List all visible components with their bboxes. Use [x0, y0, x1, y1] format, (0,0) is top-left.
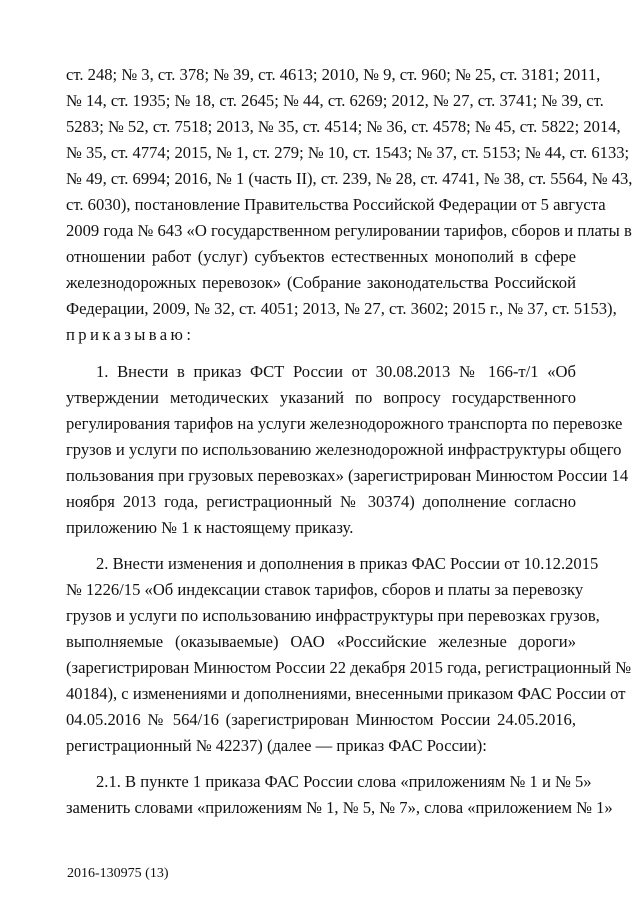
text-line: № 49, ст. 6994; 2016, № 1 (часть II), ст. 239, № 28, ст. 4741, № 38, ст. 5564, № 43, [66, 169, 633, 188]
text-line: утверждении методических указаний по вопросу государственного [66, 388, 576, 407]
text-line: Федерации, 2009, № 32, ст. 4051; 2013, № 27, ст. 3602; 2015 г., № 37, ст. 5153), [66, 299, 617, 318]
text-line: № 1226/15 «Об индексации ставок тарифов, сборов и платы за перевозку [66, 580, 584, 599]
text-line: заменить словами «приложениям № 1, № 5, № 7», слова «приложением № 1» [66, 798, 613, 817]
text-line: 5283; № 52, ст. 7518; 2013, № 35, ст. 4514; № 36, ст. 4578; № 45, ст. 5822; 2014, [66, 117, 621, 136]
text-line: ст. 6030), постановление Правительства Российской Федерации от 5 августа [66, 195, 606, 214]
text-line: 04.05.2016 № 564/16 (зарегистрирован Минюстом России 24.05.2016, [66, 710, 576, 729]
text-line: 2009 года № 643 «О государственном регулировании тарифов, сборов и платы в [66, 221, 632, 240]
text-line: регистрационный № 42237) (далее — приказ ФАС России): [66, 736, 487, 755]
prikazyvayu-line: приказываю: [66, 325, 195, 344]
text-line: ноября 2013 года, регистрационный № 30374) дополнение согласно [66, 492, 576, 511]
paragraph-1-start: 1. Внести в приказ ФСТ России от 30.08.2013 № 166-т/1 «Об [96, 362, 576, 381]
text-line: грузов и услуги по использованию железнодорожной инфраструктуры общего [66, 440, 622, 459]
text-line: № 14, ст. 1935; № 18, ст. 2645; № 44, ст. 6269; 2012, № 27, ст. 3741; № 39, ст. [66, 91, 604, 110]
text-line: приложению № 1 к настоящему приказу. [66, 518, 354, 537]
text-line: регулирования тарифов на услуги железнодорожного транспорта по перевозке [66, 414, 623, 433]
text-line: железнодорожных перевозок» (Собрание законодательства Российской [66, 273, 576, 292]
text-line: грузов и услуги по использованию инфраструктуры при перевозках грузов, [66, 606, 600, 625]
text-line: выполняемые (оказываемые) ОАО «Российские железные дороги» [66, 632, 576, 651]
text-line: отношении работ (услуг) субъектов естественных монополий в сфере [66, 247, 576, 266]
text-line: № 35, ст. 4774; 2015, № 1, ст. 279; № 10, ст. 1543; № 37, ст. 5153; № 44, ст. 6133; [66, 143, 630, 162]
paragraph-2-1-start: 2.1. В пункте 1 приказа ФАС России слова «приложениям № 1 и № 5» [96, 772, 592, 791]
paragraph-2-start: 2. Внести изменения и дополнения в приказ ФАС России от 10.12.2015 [96, 554, 599, 573]
document-footer-code: 2016-130975 (13) [67, 866, 169, 881]
text-line: 40184), с изменениями и дополнениями, внесенными приказом ФАС России от [66, 684, 626, 703]
text-line: (зарегистрирован Минюстом России 22 декабря 2015 года, регистрационный № [66, 658, 632, 677]
text-line: ст. 248; № 3, ст. 378; № 39, ст. 4613; 2010, № 9, ст. 960; № 25, ст. 3181; 2011, [66, 65, 601, 84]
text-line: пользования при грузовых перевозках» (зарегистрирован Минюстом России 14 [66, 466, 629, 485]
